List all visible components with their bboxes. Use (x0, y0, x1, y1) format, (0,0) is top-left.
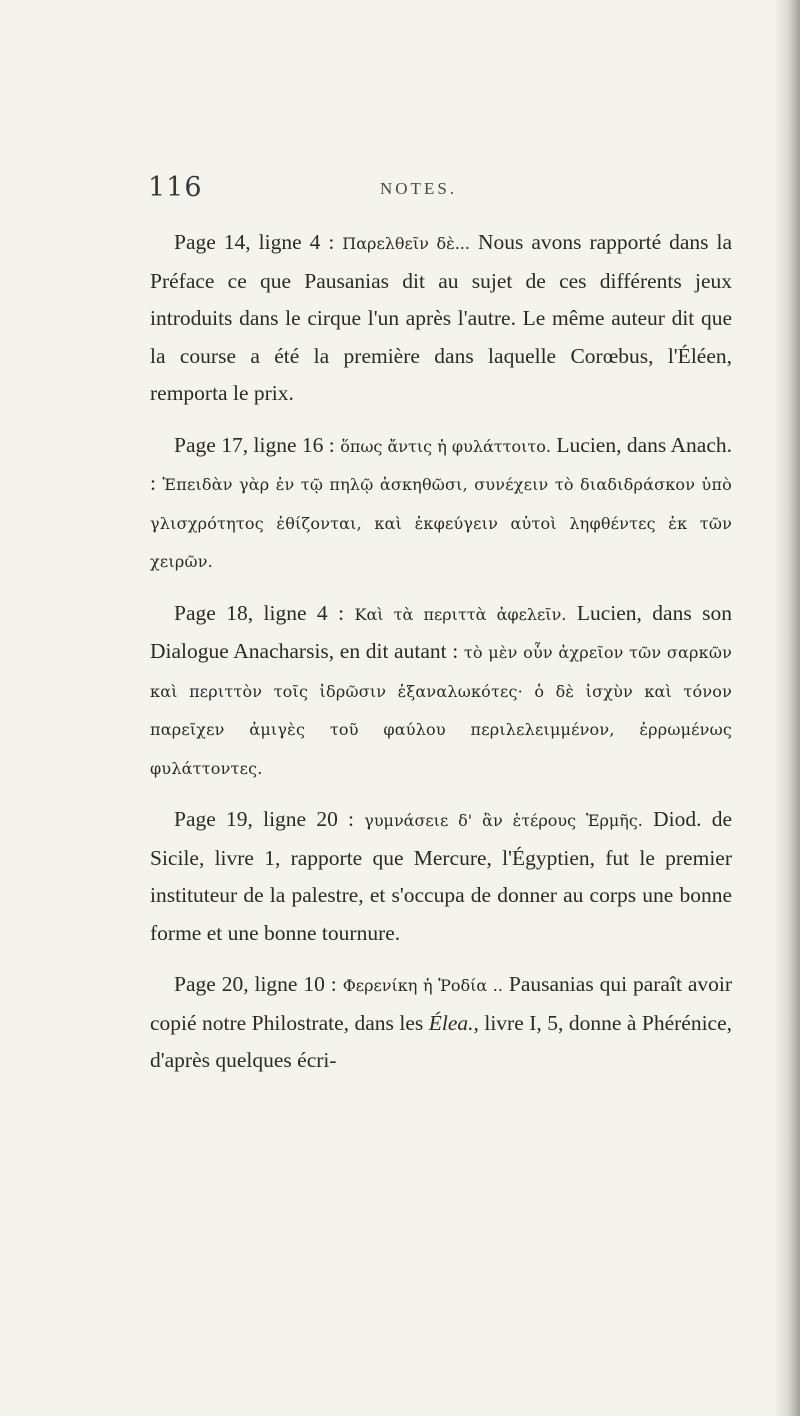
note-text: Lucien, dans son Dialogue Anacharsis, en dit autant : (150, 600, 732, 663)
note-ref: Page 14, ligne 4 : (174, 230, 343, 254)
page-header (0, 170, 800, 210)
note-page-17 (150, 427, 732, 581)
note-text: Diod. de Sicile, livre 1, rapporte que Mercure, l'Égyptien, fut le premier instituteur de la palestre, et s'occupa de donner au corps une bonne forme et une bonne tournure. (150, 807, 733, 945)
note-text: Pausanias qui paraît avoir copié notre Philostrate, dans les (150, 972, 733, 1035)
note-page-19 (150, 801, 732, 952)
greek-lemma: γυμνάσειε δ' ἂν ἑτέρους Ἑρμῆς. (364, 811, 643, 830)
note-ref: Page 17, ligne 16 : (174, 432, 341, 457)
note-ref: Page 20, ligne 10 : (174, 972, 343, 996)
greek-lemma: ὅπως ἄντις ἡ φυλάττοιτο. (340, 436, 551, 456)
greek-lemma: Παρελθεῖν δὲ... (342, 234, 470, 253)
greek-lemma: Καὶ τὰ περιττὰ ἀφελεῖν. (354, 604, 567, 624)
note-ref: Page 18, ligne 4 : (174, 600, 355, 625)
note-ref: Page 19, ligne 20 : (174, 807, 365, 831)
page-number: 116 (148, 172, 203, 203)
note-text: Lucien, dans Anach. : (150, 432, 733, 495)
note-text: Nous avons rapporté dans la Préface ce que Pausanias dit au sujet de ces différents jeux introduits dans le cirque l'un après l'autre. Le même auteur dit que la course a été la première dans laquelle Corœbus, l'Éléen, remporta le prix. (150, 230, 732, 405)
note-page-18 (150, 595, 732, 788)
note-page-14 (150, 224, 732, 413)
notes-body (150, 224, 732, 1080)
note-text: , livre I, 5, donne à Phérénice, d'après quelques écri- (150, 1010, 733, 1072)
note-page-20 (150, 966, 732, 1080)
greek-quotation: τὸ μὲν οὖν ἀχρεῖον τῶν σαρκῶν καὶ περιττὸν τοῖς ἱδρῶσιν ἐξαναλωκότες· ὁ δὲ ἰσχὺν καὶ τόνον παρεῖχεν ἀμιγὲς τοῦ φαύλου περιλελειμμένον, ἐρρωμένως φυλάττοντες. (150, 643, 732, 778)
greek-quotation: Ἐπειδὰν γὰρ ἐν τῷ πηλῷ ἀσκηθῶσι, συνέχειν τὸ διαδιδράσκον ὑπὸ γλισχρότητος ἐθίζονται, καὶ ἐκφεύγειν αὐτοὶ ληφθέντες ἐκ τῶν χειρῶν. (150, 475, 732, 571)
running-title: NOTES. (380, 179, 458, 198)
work-title: Élea. (428, 1010, 474, 1035)
greek-lemma: Φερενίκη ἡ Ῥοδία .. (342, 976, 503, 995)
page-edge-shadow (774, 0, 800, 1416)
